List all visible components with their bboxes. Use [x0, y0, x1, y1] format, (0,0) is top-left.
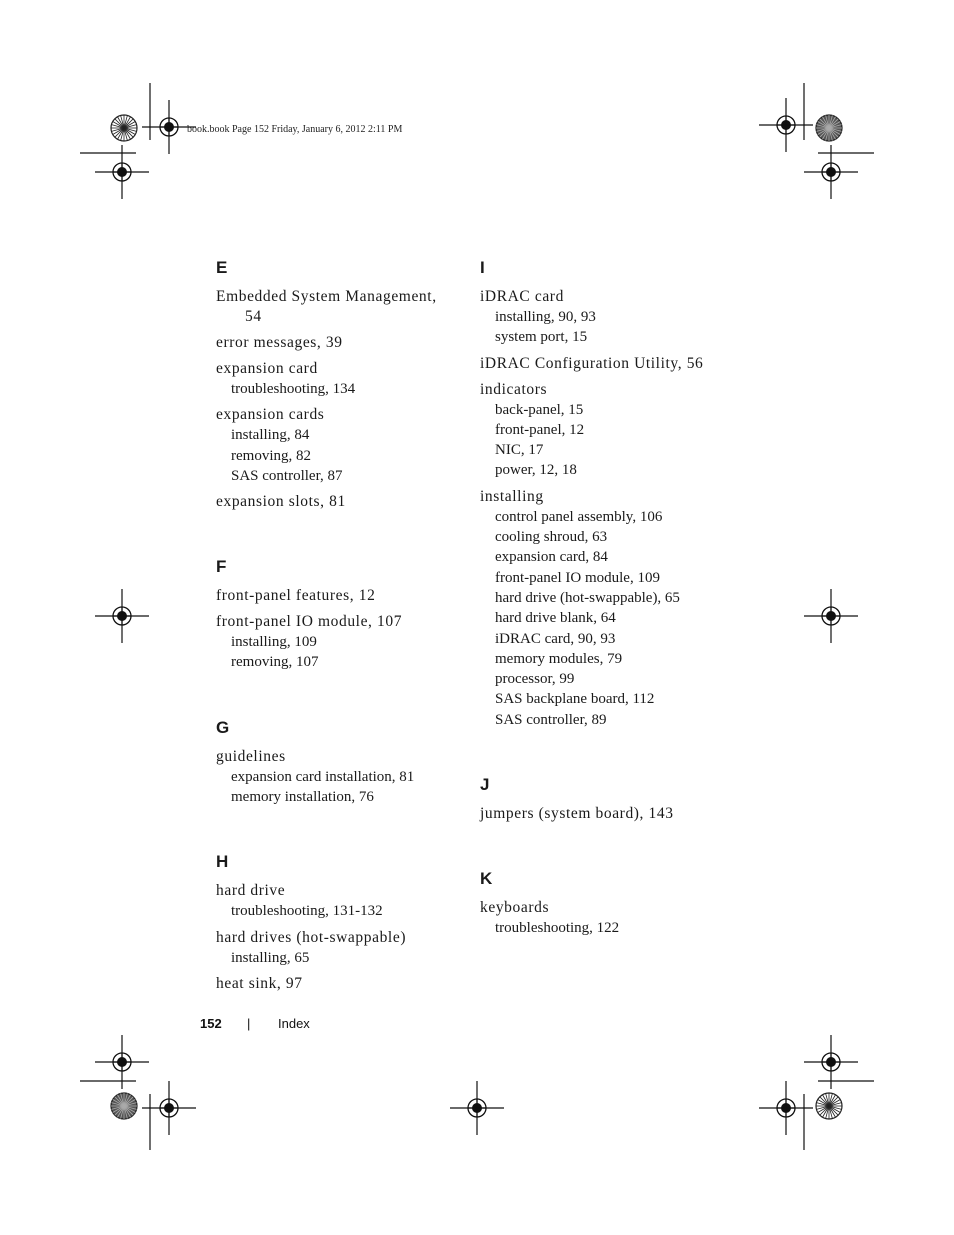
index-entry: [216, 333, 456, 353]
index-subentry: hard drive blank, 64: [495, 610, 616, 627]
index-section-h: [216, 849, 456, 994]
index-entry: [216, 492, 456, 512]
print-slug: book.book Page 152 Friday, January 6, 2012 2:11 PM: [187, 124, 403, 135]
index-entry: [216, 405, 456, 486]
footer-separator: |: [247, 1016, 251, 1031]
index-term: hard drive: [216, 882, 286, 900]
index-term: installing: [480, 487, 544, 505]
index-section-f: [216, 554, 456, 673]
index-term: front-panel features, 12: [216, 587, 376, 605]
index-section-j: [480, 772, 740, 824]
index-letter-heading: J: [480, 775, 490, 795]
index-term: Embedded System Management, 54: [216, 288, 437, 325]
index-term: iDRAC Configuration Utility, 56: [480, 354, 704, 372]
index-subentry: installing, 109: [231, 634, 317, 651]
index-subentry: system port, 15: [495, 329, 588, 346]
index-subentry: expansion card installation, 81: [231, 768, 415, 785]
index-letter-heading: G: [216, 717, 230, 737]
index-entry: [216, 359, 456, 399]
index-letter-heading: H: [216, 852, 229, 872]
page-footer: [200, 1016, 310, 1031]
index-subentry: removing, 107: [231, 654, 319, 671]
index-subentry: removing, 82: [231, 447, 311, 464]
index-entry: [480, 898, 740, 938]
page-number: 152: [200, 1016, 222, 1031]
index-subentry: SAS backplane board, 112: [495, 691, 655, 708]
index-entry: [216, 974, 456, 994]
index-subentry: processor, 99: [495, 671, 575, 688]
color-wheel-rays: [816, 115, 842, 141]
index-letter-heading: I: [480, 258, 485, 277]
index-entry: [480, 354, 740, 374]
index-subentry: SAS controller, 89: [495, 711, 607, 728]
index-section-i: [480, 255, 740, 730]
index-subentry: memory modules, 79: [495, 650, 623, 667]
index-term: jumpers (system board), 143: [480, 805, 674, 823]
index-subentry: installing, 90, 93: [495, 309, 596, 325]
index-letter-heading: F: [216, 557, 227, 577]
index-subentry: installing, 65: [231, 949, 310, 966]
index-subentry: SAS controller, 87: [231, 467, 343, 484]
index-section-k: [480, 866, 740, 938]
index-entry: [216, 612, 456, 673]
index-column-right: [480, 255, 740, 938]
index-section-g: [216, 715, 456, 808]
index-term: hard drives (hot-swappable): [216, 928, 407, 946]
index-column-left: [216, 255, 456, 994]
index-term: iDRAC card: [480, 288, 564, 305]
index-subentry: troubleshooting, 134: [231, 381, 356, 397]
index-letter-heading: E: [216, 258, 228, 277]
index-subentry: troubleshooting, 122: [495, 920, 620, 937]
index-term: expansion card: [216, 360, 318, 377]
index-term: expansion slots, 81: [216, 493, 346, 511]
index-subentry: expansion card, 84: [495, 549, 608, 566]
color-wheel-rays: [816, 1093, 842, 1119]
index-subentry: front-panel IO module, 109: [495, 569, 660, 586]
index-subentry: installing, 84: [231, 427, 310, 444]
index-entry: [480, 380, 740, 481]
index-term: error messages, 39: [216, 334, 343, 351]
index-term: heat sink, 97: [216, 974, 303, 992]
index-subentry: hard drive (hot-swappable), 65: [495, 589, 680, 606]
index-term: expansion cards: [216, 406, 325, 424]
index-subentry: back-panel, 15: [495, 401, 584, 418]
index-entry: [216, 747, 456, 808]
index-subentry: front-panel, 12: [495, 421, 585, 438]
index-subentry: memory installation, 76: [231, 789, 374, 806]
index-term: front-panel IO module, 107: [216, 613, 403, 631]
index-entry: [480, 487, 740, 730]
index-entry: [480, 287, 740, 348]
color-wheel-rays: [111, 115, 137, 141]
index-term: guidelines: [216, 747, 286, 765]
index-letter-heading: K: [480, 869, 493, 889]
index-entry: [216, 881, 456, 921]
index-term: indicators: [480, 380, 548, 398]
index-entry: [216, 287, 456, 327]
color-wheel-rays: [111, 1093, 137, 1119]
index-subentry: NIC, 17: [495, 442, 544, 459]
index-entry: [216, 586, 456, 606]
footer-section-title: Index: [278, 1016, 310, 1031]
index-entry: [216, 928, 456, 968]
index-section-e: [216, 255, 456, 512]
index-entry: [480, 804, 740, 824]
index-subentry: control panel assembly, 106: [495, 508, 663, 525]
index-subentry: power, 12, 18: [495, 462, 577, 479]
index-subentry: troubleshooting, 131-132: [231, 903, 383, 920]
index-subentry: iDRAC card, 90, 93: [495, 630, 616, 647]
index-term: keyboards: [480, 899, 550, 917]
index-subentry: cooling shroud, 63: [495, 529, 608, 546]
